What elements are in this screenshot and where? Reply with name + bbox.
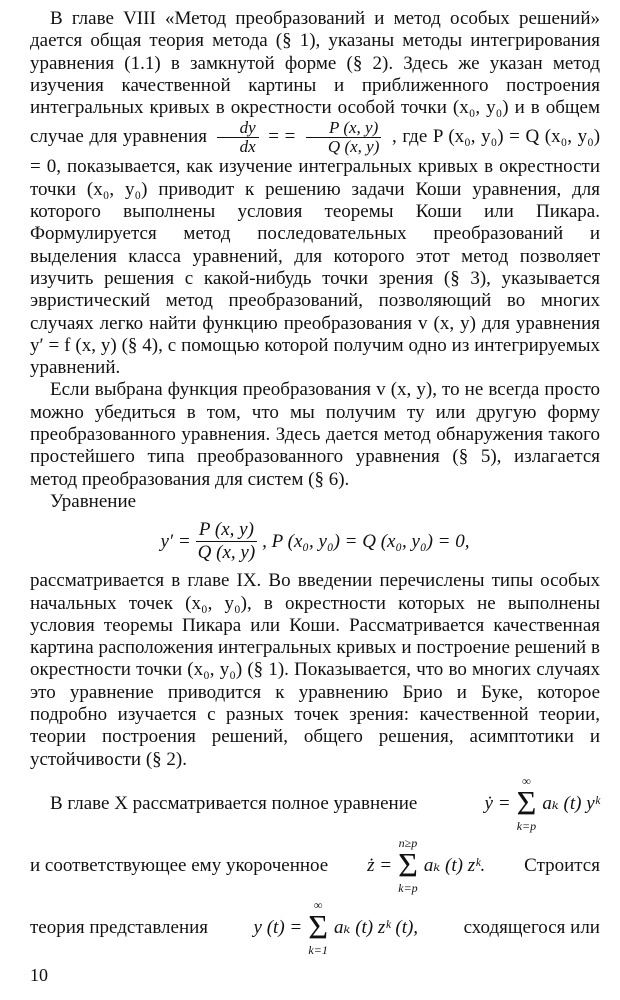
truncated-equation-lhs: ż = (367, 854, 393, 876)
sum-lower-limit: k=p (398, 880, 418, 895)
dy-dx-denominator: dx (239, 137, 256, 157)
formula-denominator: Q (x, y) (197, 542, 256, 564)
representation-sum (308, 899, 328, 957)
sum-upper-limit: ∞ (522, 773, 531, 788)
sigma-symbol: Σ (308, 908, 329, 946)
sum-lower-limit: k=1 (308, 942, 328, 957)
pq-numerator-inline: P (x, y) (306, 119, 381, 138)
paragraph-1-text: В главе VIII «Метод преобразований и метод особых решений» дается общая теория метода (§ 1), указаны методы интегрирования уравнения (1.1) в замкнутой форме (§ 2). Здесь же указан метод изучения качественной картины и приближенного построения интегральных кривых в окрестности особой точки (x₀, y₀) и в общем случае для уравнения (30, 8, 600, 148)
full-equation-line (30, 775, 600, 833)
page-number: 10 (30, 965, 48, 985)
representation-formula (254, 899, 419, 957)
truncated-equation-sum (398, 837, 418, 895)
representation-term: aₖ (t) zᵏ (t), (334, 916, 419, 938)
sum-lower-limit: k=p (516, 818, 537, 833)
truncated-equation-tail: Строится (524, 854, 600, 876)
truncated-equation-term: aₖ (t) zᵏ. (423, 854, 486, 876)
paragraph-1 (30, 8, 600, 379)
paragraph-1-continuation: , где P (x₀, y₀) = Q (x₀, y₀) = 0, показывается, как изучение интегральных кривых в окрестности точки (x₀, y₀) приводит к решению задачи Коши уравнения, для которого выполнены условия теоремы Коши или Пикара. Формулируется метод последовательных преобразований и выделения класса уравнений, для которого этот метод позволяет изучить решения с какой-нибудь точки зрения (§ 3), указывается эвристический метод преобразований, позволяющий во многих случаях легко найти функцию преобразования v (x, y) для уравнения y′ = f (x, y) (§ 4), с помощью которой получим одно из интегрируемых уравнений. (30, 126, 601, 379)
truncated-equation-formula (367, 837, 485, 895)
display-formula (30, 519, 600, 564)
page-text (30, 8, 600, 961)
full-equation-formula (485, 775, 600, 833)
representation-lhs: y (t) = (253, 916, 303, 938)
full-equation-text: В главе X рассматривается полное уравнение (50, 792, 418, 814)
pq-denominator-inline: Q (x, y) (327, 137, 380, 157)
sum-upper-limit: ∞ (313, 897, 323, 912)
sigma-symbol: Σ (516, 784, 537, 822)
paragraph-4: рассматривается в главе IX. Во введении перечислены типы особых начальных точек (x₀, y₀), в окрестности которых не выполнены условия теоремы Пикара или Коши. Рассматривается качественная картина расположения интегральных кривых и построение решений в окрестности точки (x₀, y₀) (§ 1). Показывается, что во многих случаях это уравнение приводится к уравнению Брио и Буке, которое подробно изучается с разных точек зрения: качественной теории, теории построения решений, общего решения, асимптотики и устойчивости (§ 2). (30, 570, 600, 770)
full-equation-lhs: ẏ = (484, 792, 511, 814)
formula-lhs: y′ = (160, 530, 191, 552)
dy-dx-numerator: dy (217, 119, 259, 138)
full-equation-term: aₖ (t) yᵏ (542, 792, 600, 814)
equals-sign-1: = (268, 126, 279, 148)
truncated-equation-text: и соответствующее ему укороченное (30, 854, 329, 876)
full-equation-sum (517, 775, 537, 833)
dy-dx-fraction (217, 119, 259, 156)
paragraph-3: Уравнение (50, 490, 137, 512)
representation-tail: сходящегося или (463, 916, 600, 938)
paragraph-2: Если выбрана функция преобразования v (x, y), то не всегда просто можно убедиться в том, что мы получим ту или другую форму преобразованного уравнения. Здесь дается метод обнаружения такого простейшего типа преобразованного уравнения (§ 5), излагается метод преобразования для систем (§ 6). (30, 379, 600, 490)
formula-rhs: , P (x₀, y₀) = Q (x₀, y₀) = 0, (262, 530, 470, 552)
representation-line (30, 899, 600, 957)
truncated-equation-line (30, 837, 600, 895)
formula-fraction (195, 519, 259, 564)
sum-upper-limit: n≥p (398, 835, 418, 850)
pq-fraction-inline (305, 119, 382, 156)
equals-sign-2: = (284, 126, 296, 148)
formula-numerator: P (x, y) (196, 519, 257, 542)
sigma-symbol: Σ (398, 846, 418, 884)
representation-text: теория представления (30, 916, 209, 938)
